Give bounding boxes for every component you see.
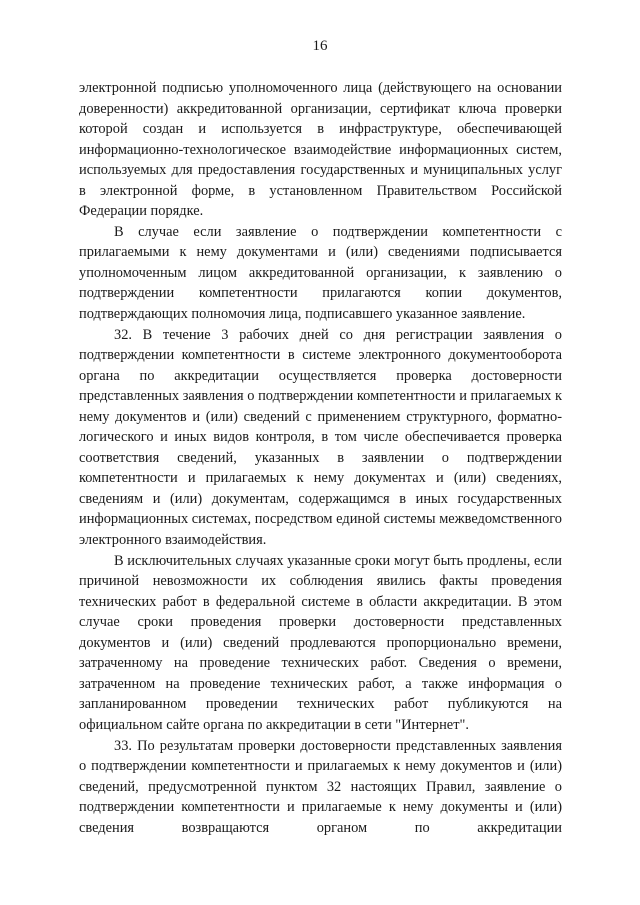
paragraph-2: В случае если заявление о подтверждении компетентности с прилагаемыми к нему документами и (или) сведениями подписывается уполномоченным лицом аккредитованной организации, к заявлению о подтверждении компетентности прилагаются копии документов, подтверждающих полномочия лица, подписавшего указанное заявление. [79, 223, 562, 323]
paragraph-5-item-33: 33. По результатам проверки достоверности представленных заявления о подтверждении компетентности и прилагаемых к нему документов и (или) сведений, предусмотренной пунктом 32 настоящих Правил, заявление о подтверждении компетентности и прилагаемые к нему документы и (или) сведения возвращаются органом по аккредитации [79, 737, 562, 836]
page-number: 16 [312, 38, 328, 54]
paragraph-3-item-32: 32. В течение 3 рабочих дней со дня регистрации заявления о подтверждении компетентности в системе электронного документооборота органа по аккредитации осуществляется проверка достоверности представленных заявления о подтверждении компетентности и прилагаемых к нему документов и (или) сведений с применением структурного, форматно-логического и иных видов контроля, в том числе обеспечивается проверка соответствия сведений, указанных в заявлении о подтверждении компетентности и прилагаемых к нему документах и (или) сведениях, сведениям и (или) документам, содержащимся в иных государственных информационных системах, посредством единой системы межведомственного электронного взаимодействия. [79, 326, 562, 549]
paragraph-1: электронной подписью уполномоченного лица (действующего на основании доверенности) аккредитованной организации, сертификат ключа проверки которой создан и используется в инфраструктуре, обеспечивающей информационно-технологическое взаимодействие информационных систем, используемых для предоставления государственных и муниципальных услуг в электронной форме, в установленном Правительством Российской Федерации порядке. [79, 80, 562, 220]
body-text [79, 78, 562, 838]
paragraph-4: В исключительных случаях указанные сроки могут быть продлены, если причиной невозможности их соблюдения явились факты проведения технических работ в федеральной системе в области аккредитации. В этом случае сроки проведения проверки достоверности представленных документов и (или) сведений продлеваются пропорционально времени, затраченному на проведение технических работ. Сведения о времени, затраченном на проведение технических работ, а также информация о запланированном проведении технических работ публикуются на официальном сайте органа по аккредитации в сети "Интернет". [79, 552, 562, 733]
